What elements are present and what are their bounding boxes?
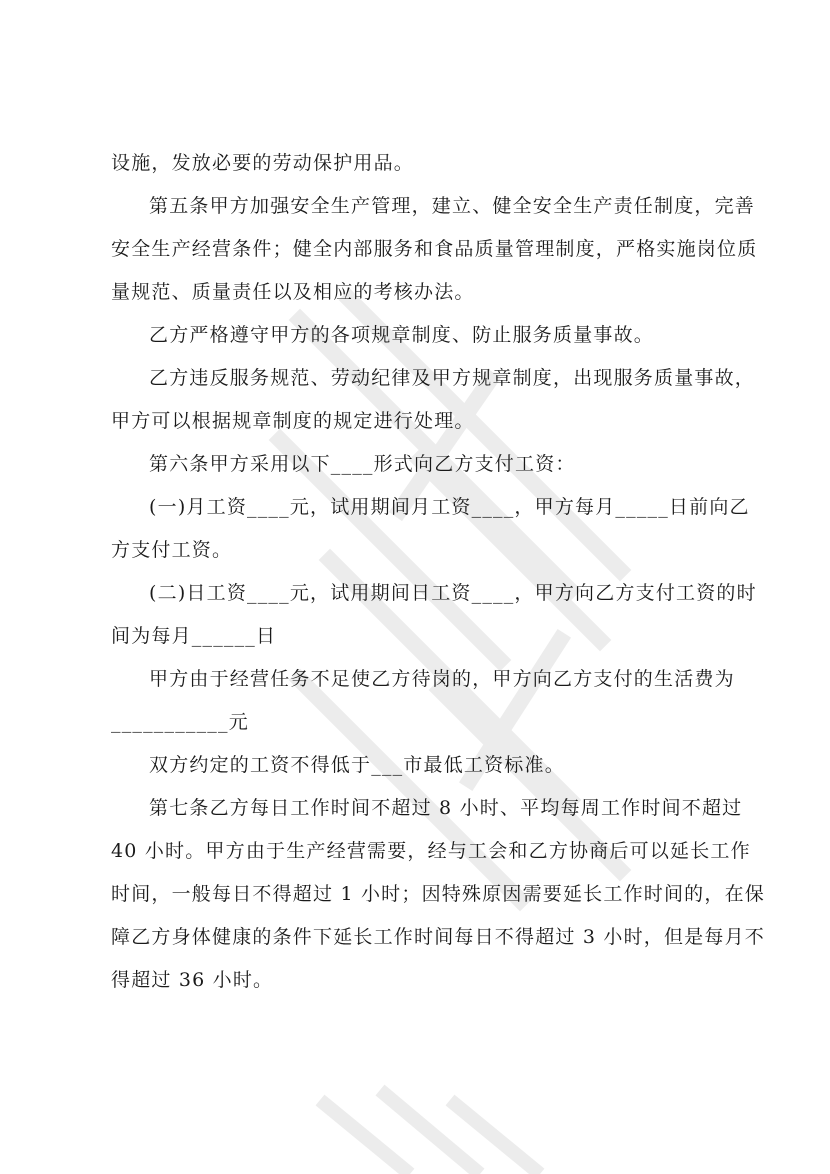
text-line: 甲方由于经营任务不足使乙方待岗的，甲方向乙方支付的生活费为: [149, 668, 735, 690]
text-line: 乙方严格遵守甲方的各项规章制度、防止服务质量事故。: [149, 324, 655, 346]
text-line: 得超过 36 小时。: [111, 969, 274, 991]
text-line: (一)月工资____元，试用期间月工资____，甲方每月_____日前向乙: [149, 496, 750, 518]
text-line: 第七条乙方每日工作时间不超过 8 小时、平均每周工作时间不超过: [149, 797, 743, 819]
text-line: (二)日工资____元，试用期间日工资____，甲方向乙方支付工资的时: [149, 582, 757, 604]
text-line: 间为每月______日: [111, 625, 277, 647]
watermark-stroke: [450, 1100, 540, 1174]
watermark-stroke: [380, 1090, 480, 1174]
watermark-graphic-bottom: [300, 1080, 560, 1174]
text-line: 时间，一般每日不得超过 1 小时；因特殊原因需要延长工作时间的，在保: [111, 883, 765, 905]
document-body: [111, 142, 765, 1002]
text-line: 双方约定的工资不得低于___市最低工资标准。: [149, 754, 565, 776]
text-line: 第六条甲方采用以下____形式向乙方支付工资：: [149, 453, 576, 475]
text-line: 安全生产经营条件；健全内部服务和食品质量管理制度，严格实施岗位质: [111, 238, 758, 260]
text-line: 第五条甲方加强安全生产管理，建立、健全安全生产责任制度，完善: [149, 195, 756, 217]
watermark-stroke: [320, 1100, 410, 1174]
text-line: 甲方可以根据规章制度的规定进行处理。: [111, 410, 475, 432]
text-line: 40 小时。甲方由于生产经营需要，经与工会和乙方协商后可以延长工作: [111, 840, 751, 862]
text-line: 方支付工资。: [111, 539, 233, 561]
text-line: 量规范、质量责任以及相应的考核办法。: [111, 281, 475, 303]
text-line: 乙方违反服务规范、劳动纪律及甲方规章制度，出现服务质量事故，: [149, 367, 756, 389]
text-line: ___________元: [111, 711, 249, 733]
text-line: 设施，发放必要的劳动保护用品。: [111, 152, 415, 174]
text-line: 障乙方身体健康的条件下延长工作时间每日不得超过 3 小时，但是每月不: [111, 926, 765, 948]
